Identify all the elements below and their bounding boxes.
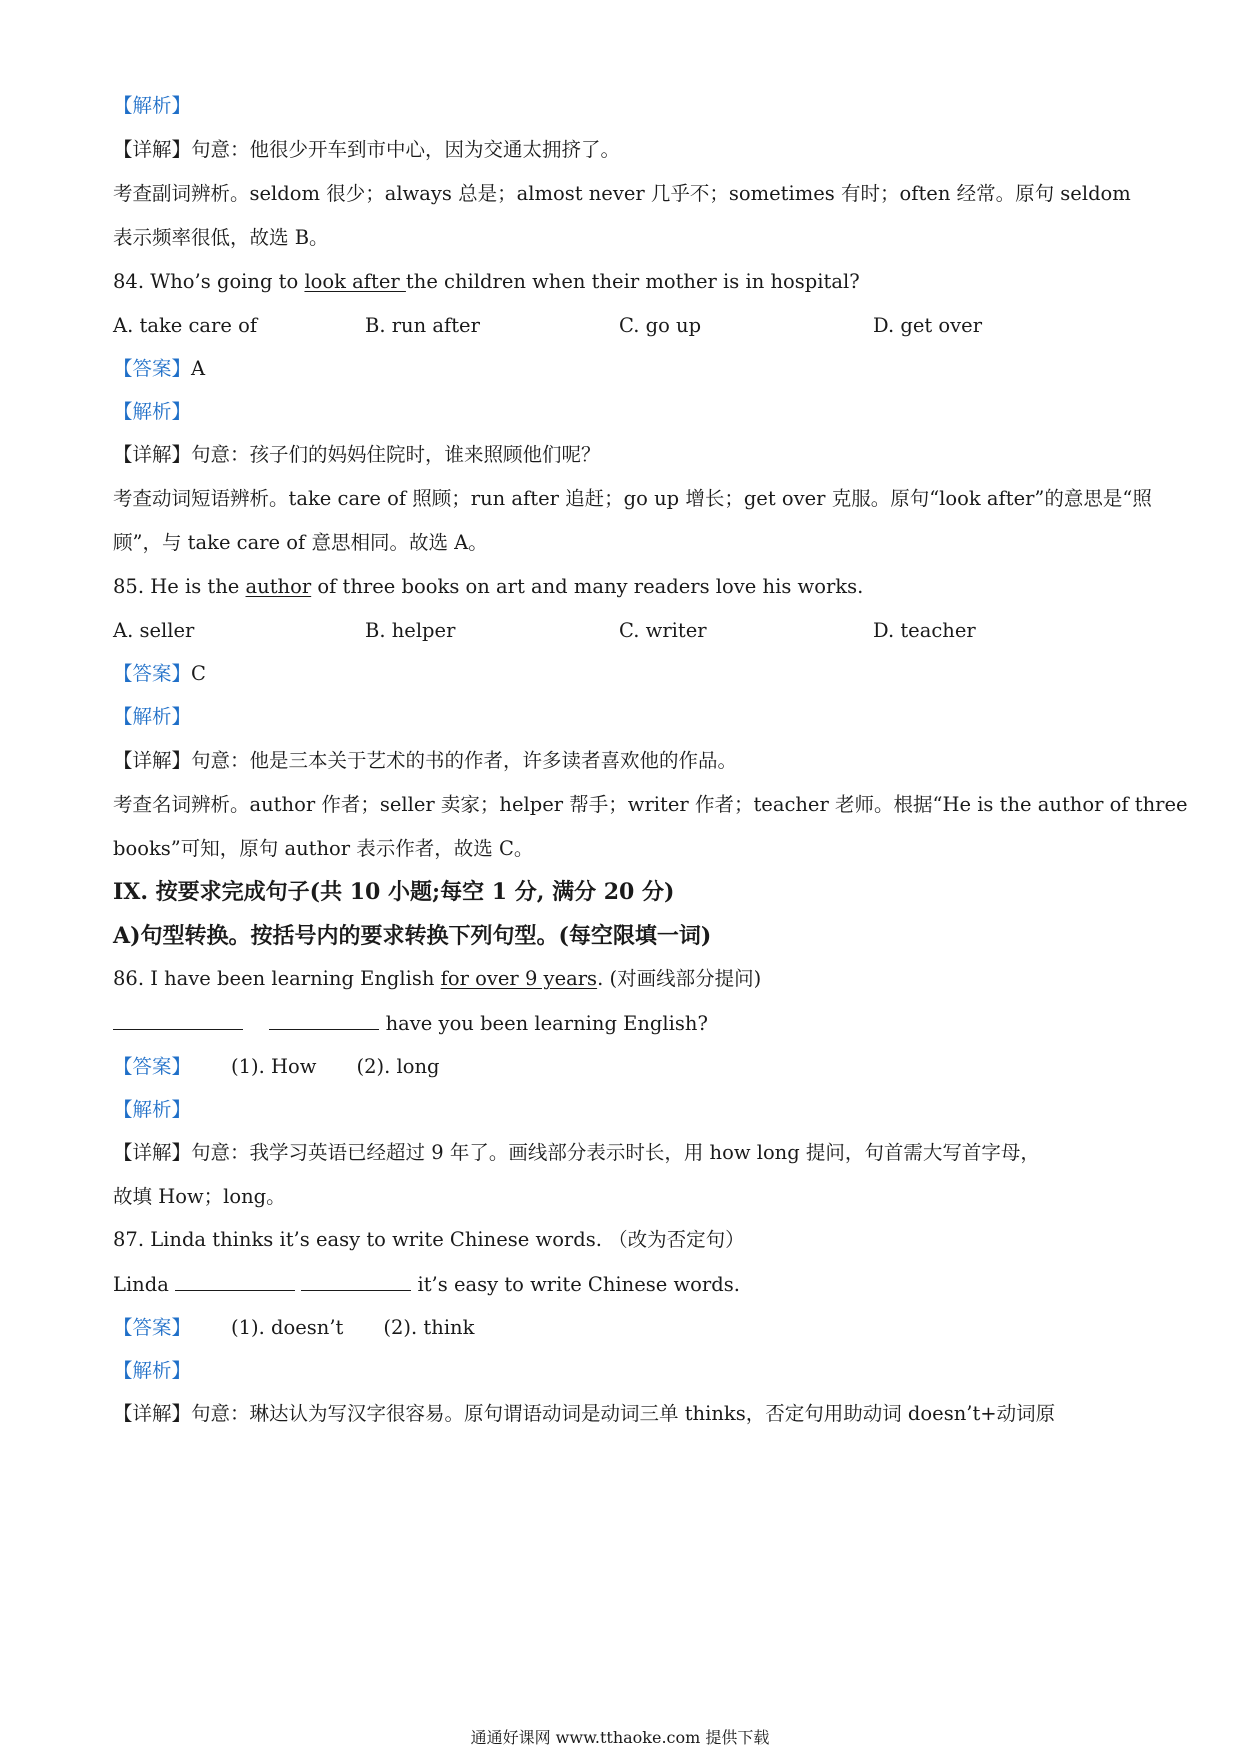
q85-option-c: C. writer <box>619 619 707 642</box>
answer-blank-2 <box>301 1270 411 1291</box>
q83-explanation-line-1: 考查副词辨析。seldom 很少；always 总是；almost never 几乎不；sometimes 有时；often 经常。原句 seldom <box>113 182 1131 205</box>
q84-explanation-line-1: 考查动词短语辨析。take care of 照顾；run after 追赶；go up 增长；get over 克服。原句“look after”的意思是“照 <box>113 487 1152 510</box>
q86-stem: 86. I have been learning English for over 9 years. (对画线部分提问) <box>113 967 762 990</box>
q84-explanation-line-2: 顾”，与 take care of 意思相同。故选 A。 <box>113 531 488 554</box>
section-subtitle: A)句型转换。按括号内的要求转换下列句型。(每空限填一词) <box>113 923 712 949</box>
q87-blanks: Linda it’s easy to write Chinese words. <box>113 1270 1133 1299</box>
analysis-tag: 【解析】 <box>113 1359 192 1382</box>
q86-blanks: have you been learning English? <box>113 1009 1133 1038</box>
q85-option-d: D. teacher <box>873 619 976 642</box>
q87-answer: 【答案】 (1). doesn’t (2). think <box>113 1316 475 1339</box>
q84-option-c: C. go up <box>619 314 702 337</box>
analysis-tag: 【解析】 <box>113 94 192 117</box>
analysis-tag: 【解析】 <box>113 705 192 728</box>
q83-detail: 【详解】句意：他很少开车到市中心，因为交通太拥挤了。 <box>113 138 621 161</box>
answer-blank-1 <box>113 1009 243 1030</box>
q84-option-d: D. get over <box>873 314 983 337</box>
q87-stem: 87. Linda thinks it’s easy to write Chinese words. （改为否定句） <box>113 1228 745 1251</box>
q85-detail: 【详解】句意：他是三本关于艺术的书的作者，许多读者喜欢他的作品。 <box>113 749 738 772</box>
q85-option-a: A. seller <box>113 619 195 642</box>
q84-option-b: B. run after <box>365 314 480 337</box>
q84-option-a: A. take care of <box>113 314 258 337</box>
q84-answer: 【答案】A <box>113 357 206 380</box>
analysis-tag: 【解析】 <box>113 1098 192 1121</box>
q86-answer: 【答案】 (1). How (2). long <box>113 1055 440 1078</box>
answer-blank-1 <box>175 1270 295 1291</box>
q85-answer: 【答案】C <box>113 662 206 685</box>
answer-blank-2 <box>269 1009 379 1030</box>
section-title: IX. 按要求完成句子(共 10 小题;每空 1 分, 满分 20 分) <box>113 879 675 905</box>
q83-explanation-line-2: 表示频率很低，故选 B。 <box>113 226 329 249</box>
q85-explanation-line-1: 考查名词辨析。author 作者；seller 卖家；helper 帮手；writer 作者；teacher 老师。根据“He is the author of three <box>113 793 1188 816</box>
q84-detail: 【详解】句意：孩子们的妈妈住院时，谁来照顾他们呢？ <box>113 443 601 466</box>
q86-explanation-line-2: 故填 How；long。 <box>113 1185 286 1208</box>
analysis-tag: 【解析】 <box>113 400 192 423</box>
q85-explanation-line-2: books”可知，原句 author 表示作者，故选 C。 <box>113 837 534 860</box>
q85-stem: 85. He is the author of three books on art and many readers love his works. <box>113 575 864 598</box>
page-footer: 通通好课网 www.tthaoke.com 提供下载 <box>470 1728 770 1747</box>
q84-stem: 84. Who’s going to look after the children when their mother is in hospital? <box>113 270 860 293</box>
q85-option-b: B. helper <box>365 619 456 642</box>
q87-detail: 【详解】句意：琳达认为写汉字很容易。原句谓语动词是动词三单 thinks，否定句用助动词 doesn’t+动词原 <box>113 1402 1056 1425</box>
q86-detail: 【详解】句意：我学习英语已经超过 9 年了。画线部分表示时长，用 how long 提问，句首需大写首字母， <box>113 1141 1040 1164</box>
